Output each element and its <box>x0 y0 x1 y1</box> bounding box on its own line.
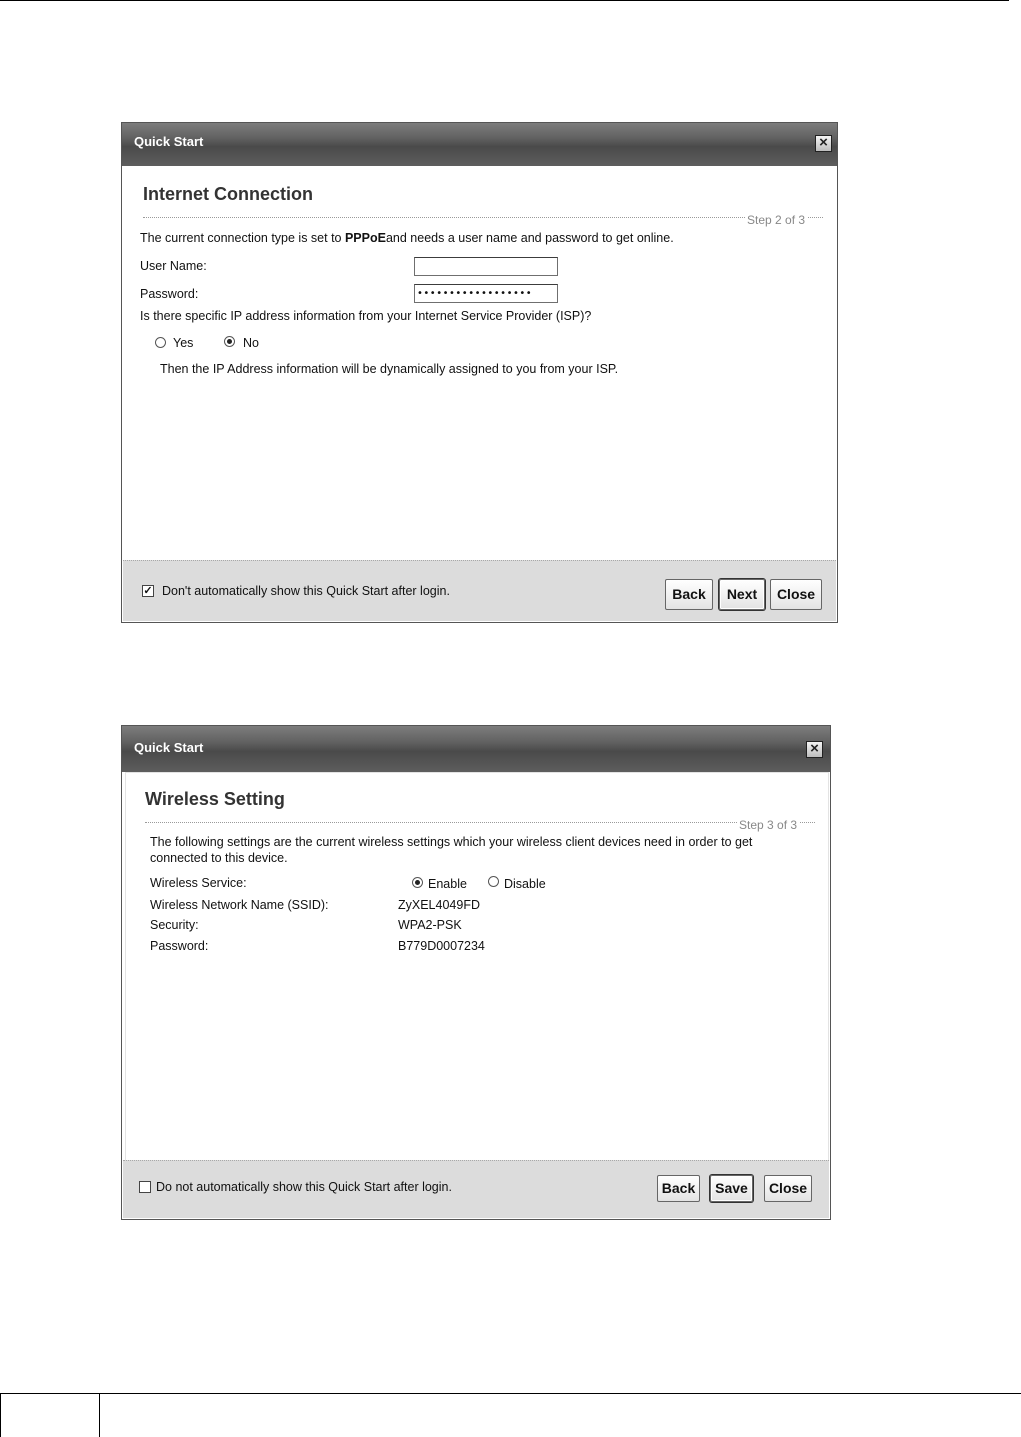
wireless-intro-line1: The following settings are the current wireless settings which your wireless client devices need in order to get <box>150 835 753 849</box>
wireless-intro-line2: connected to this device. <box>150 851 288 865</box>
dialog-footer <box>123 1160 829 1218</box>
username-label: User Name: <box>140 259 207 273</box>
close-icon[interactable]: × <box>806 741 823 758</box>
save-button[interactable]: Save <box>710 1175 753 1202</box>
heading-divider <box>143 217 823 218</box>
dialog-title: Quick Start <box>134 134 204 149</box>
no-radio[interactable] <box>224 336 235 347</box>
intro-text-start: The current connection type is set to <box>140 231 345 245</box>
security-value: WPA2-PSK <box>398 918 462 932</box>
content-frame <box>125 772 829 1162</box>
disable-radio[interactable] <box>488 876 499 887</box>
intro-text-end: and needs a user name and password to get online. <box>385 231 674 245</box>
dialog-title: Quick Start <box>134 740 204 755</box>
dont-show-label[interactable]: Do not automatically show this Quick Start after login. <box>156 1180 452 1194</box>
isp-question: Is there specific IP address information from your Internet Service Provider (ISP)? <box>140 309 592 323</box>
page-number-box <box>0 1393 100 1437</box>
connection-type: PPPoE <box>344 231 386 245</box>
dialog-title-bar[interactable] <box>122 726 830 772</box>
dialog-title-bar[interactable] <box>122 123 837 166</box>
dont-show-checkbox[interactable]: ✓ <box>143 585 153 597</box>
ssid-label: Wireless Network Name (SSID): <box>150 898 329 912</box>
quick-start-dialog-wireless <box>121 725 831 1220</box>
dynamic-ip-note: Then the IP Address information will be dynamically assigned to you from your ISP. <box>160 362 619 376</box>
password-input[interactable]: •••••••••••••••••• <box>414 284 558 303</box>
yes-label[interactable]: Yes <box>173 336 194 350</box>
page-bottom-rule <box>100 1393 1021 1394</box>
password-value: B779D0007234 <box>398 939 485 953</box>
close-button[interactable]: Close <box>770 579 822 610</box>
no-label[interactable]: No <box>243 336 259 350</box>
quick-start-dialog-internet <box>121 122 838 623</box>
enable-radio[interactable] <box>412 877 423 888</box>
ssid-value: ZyXEL4049FD <box>398 898 480 912</box>
connection-intro <box>140 231 674 245</box>
yes-radio[interactable] <box>155 337 166 348</box>
step-indicator: Step 2 of 3 <box>747 213 806 227</box>
page-heading: Wireless Setting <box>145 789 285 809</box>
security-label: Security: <box>150 918 199 932</box>
close-button[interactable]: Close <box>764 1175 812 1202</box>
back-button[interactable]: Back <box>665 579 713 610</box>
enable-label[interactable]: Enable <box>428 877 467 891</box>
step-indicator: Step 3 of 3 <box>739 818 798 832</box>
page-heading: Internet Connection <box>143 184 313 204</box>
password-label: Password: <box>140 287 199 301</box>
dialog-footer <box>123 560 836 621</box>
wireless-service-label: Wireless Service: <box>150 876 247 890</box>
next-button[interactable]: Next <box>719 579 765 610</box>
password-label: Password: <box>150 939 209 953</box>
close-icon[interactable]: × <box>815 135 832 152</box>
heading-divider <box>145 822 815 823</box>
username-input[interactable] <box>414 257 558 276</box>
back-button[interactable]: Back <box>657 1175 700 1202</box>
disable-label[interactable]: Disable <box>504 877 546 891</box>
dont-show-checkbox[interactable] <box>139 1181 151 1193</box>
dont-show-label[interactable]: Don't automatically show this Quick Start after login. <box>162 584 450 598</box>
page-top-rule <box>0 0 1009 1</box>
